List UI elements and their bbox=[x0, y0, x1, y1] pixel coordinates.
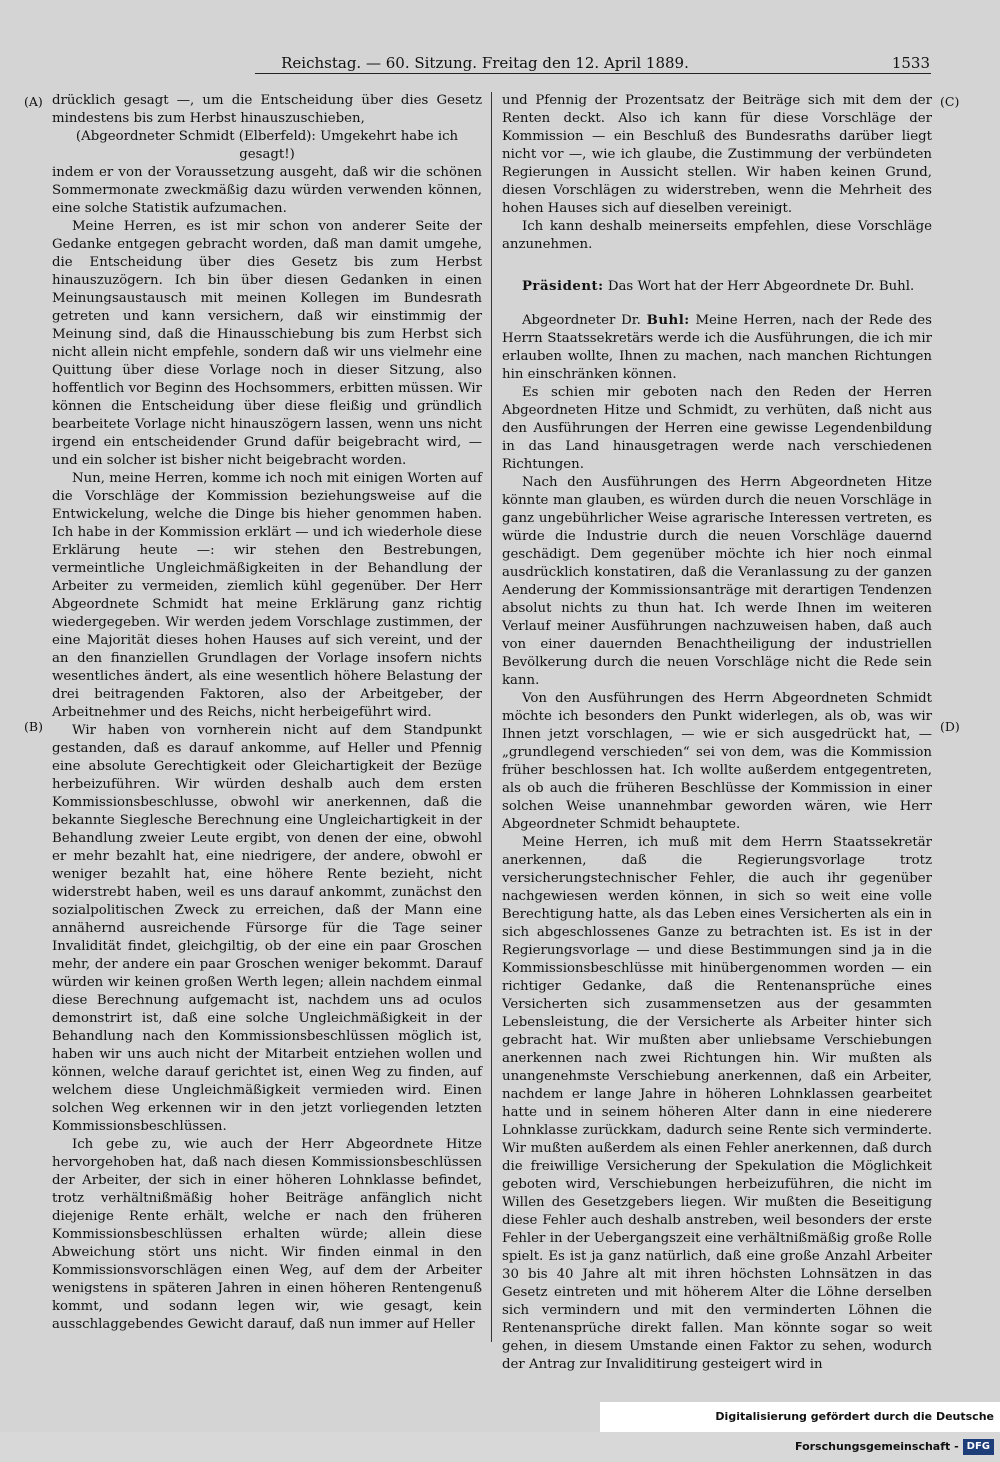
statement-text: Das Wort hat der Herr Abgeordnete Dr. Buhl. bbox=[607, 279, 915, 294]
paragraph: Es schien mir geboten nach den Reden der Herren Abgeordneten Hitze und Schmidt, zu verhüten, daß nicht aus den Ausführungen der Herren eine gewisse Legendenbildung in das Land hinausgetragen werde nach verschiedenen Richtungen. bbox=[502, 385, 932, 472]
footer-text: Digitalisierung gefördert durch die Deutsche Forschungsgemeinschaft - bbox=[715, 1410, 994, 1453]
margin-marker-d: (D) bbox=[940, 719, 960, 734]
paragraph: und Pfennig der Prozentsatz der Beiträge sich mit dem der Renten deckt. Also ich kann für diese Vorschläge der Kommission — ein Beschluß des Bundesraths darüber liegt nicht vor —, wie ich glaube, die Zustimmung der verbündeten Regierungen in Aussicht stellen. Wir haben keinen Grund, diesen Vorschlägen zu widerstreben, wenn die Mehrheit des hohen Hauses sich auf dieselben vereinigt. bbox=[502, 93, 932, 216]
speaker-name: Buhl: bbox=[646, 313, 690, 328]
paragraph: Ich gebe zu, wie auch der Herr Abgeordnete Hitze hervorgehoben hat, daß nach diesen Kommissionsbeschlüssen der Arbeiter, der sich in einer höheren Lohnklasse befindet, trotz verhältnißmäßig hoher Beiträge anfänglich nicht diejenige Rente erhält, welche er nach den früheren Kommissionsbeschlüssen erhalten würde; allein diese Abweichung stört uns nicht. Wir finden einmal in den Kommissionsvorschlägen einen Weg, auf dem der Arbeiter wenigstens in späteren Jahren in einen höheren Rentengenuß kommt, und sodann legen wir, wie gesagt, kein ausschlaggebendes Gewicht darauf, daß nun immer auf Heller bbox=[52, 1137, 482, 1332]
running-header bbox=[40, 52, 930, 74]
speaker-prefix: Abgeordneter Dr. bbox=[521, 313, 641, 328]
paragraph: Wir haben von vornherein nicht auf dem Standpunkt gestanden, daß es darauf ankomme, auf Heller und Pfennig eine absolute Gerechtigkeit oder Gleichartigkeit der Bezüge herbeizuführen. Wir würden deshalb auch dem ersten Kommissionsbeschlusse, obwohl wir anerkennen, daß die bekannte Sieglesche Berechnung eine Ungleichartigkeit in der Behandlung zweier Leute ergibt, von denen der eine, obwohl er mehr bezahlt hat, eine niedrigere, der andere, obwohl er weniger bezahlt hat, eine höhere Rente bezieht, nicht widerstrebt haben, weil es uns darauf ankommt, zunächst den sozialpolitischen Zweck zu erreichen, daß der Mann eine annähernd ausreichende Fürsorge für die Tage seiner Invalidität findet, gleichgiltig, ob der eine ein paar Groschen mehr, der andere ein paar Groschen weniger bekommt. Darauf würden wir keinen großen Werth legen; allein nachdem einmal diese Berechnung aufgemacht ist, nachdem uns ad oculos demonstrirt ist, daß eine solche Ungleichmäßigkeit in der Behandlung nach den Kommissionsbeschlüssen möglich ist, haben wir uns auch nicht der Mitarbeit entziehen wollen und können, welche darauf gerichtet ist, einen Weg zu finden, auf welchem diese Ungleichmäßigkeit vermieden wird. Einen solchen Weg erkennen wir in den jetzt vorliegenden letzten Kommissionsbeschlüssen. bbox=[52, 723, 482, 1134]
statement-text: Meine Herren, nach der Rede des Herrn Staatssekretärs werde ich die Ausführungen, die ich mir erlauben wollte, Ihnen zu machen, nach manchen Richtungen hin einschränken können. bbox=[502, 313, 932, 382]
dfg-logo: DFG bbox=[963, 1439, 994, 1455]
paragraph: Nun, meine Herren, komme ich noch mit einigen Worten auf die Vorschläge der Kommission beziehungsweise auf die Entwickelung, welche die Dinge bis hieher genommen haben. Ich habe in der Kommission erklärt — und ich wiederhole diese Erklärung heute —: wir stehen den Bestrebungen, vermeintliche Ungleichmäßigkeiten in der Behandlung der Arbeiter zu vermeiden, ziemlich kühl gegenüber. Der Herr Abgeordnete Schmidt hat meine Erklärung ganz richtig wiedergegeben. Wir werden jedem Vorschlage zustimmen, der eine Majorität dieses hohen Hauses auf sich vereint, und der an den finanziellen Grundlagen der Vorlage insofern nichts wesentliches ändert, als eine wesentlich höhere Belastung der drei beitragenden Faktoren, also der Arbeitgeber, der Arbeitnehmer und des Reichs, nicht herbeigeführt wird. bbox=[52, 471, 482, 720]
speech-opening bbox=[502, 312, 932, 384]
paragraph: indem er von der Voraussetzung ausgeht, daß wir die schönen Sommermonate zweckmäßig dazu würden verwenden können, eine solche Statistik aufzumachen. bbox=[52, 165, 482, 216]
margin-marker-c: (C) bbox=[940, 94, 960, 109]
margin-marker-b: (B) bbox=[24, 719, 43, 734]
paragraph: Von den Ausführungen des Herrn Abgeordneten Schmidt möchte ich besonders den Punkt widerlegen, als ob, was wir Ihnen jetzt vorschlagen, — wie er sich ausgedrückt hat, — „grundlegend verschieden“ sei von dem, was die Kommission früher beschlossen hat. Ich wollte außerdem entgegentreten, als ob auch die früheren Beschlüsse der Kommission in einer solchen Weise unannehmbar geworden wären, wie Herr Abgeordneter Schmidt behauptete. bbox=[502, 691, 932, 832]
margin-marker-a: (A) bbox=[24, 94, 43, 109]
paragraph: Meine Herren, ich muß mit dem Herrn Staatssekretär anerkennen, daß die Regierungsvorlage trotz versicherungstechnischer Fehler, die auch ihr gegenüber nachgewiesen werden können, in sich so weit eine volle Berechtigung hatte, als das Leben eines Versicherten als ein in sich abgeschlossenes Ganze zu betrachten ist. Es ist in der Regierungsvorlage — und diese Bestimmungen sind ja in die Kommissionsbeschlüsse mit hinübergenommen worden — ein richtiger Gedanke, daß die Rentenansprüche eines Versicherten sich zusammensetzen aus der gesammten Lebensleistung, die der Versicherte als Arbeiter hinter sich gebracht hat. Wir mußten aber unliebsame Verschiebungen anerkennen nach zwei Richtungen hin. Wir mußten als unangenehmste Verschiebung anerkennen, daß ein Arbeiter, nachdem er lange Jahre in höheren Lohnklassen gearbeitet hatte und in seinem höheren Alter dann in eine niederere Lohnklasse zurückkam, dadurch seine Rente sich verminderte. Wir mußten außerdem als einen Fehler anerkennen, daß durch die freiwillige Versicherung der Spekulation die Möglichkeit geboten wird, Verschiebungen herbeizuführen, die nicht im Willen des Gesetzgebers liegen. Wir mußten die Beseitigung diese Fehler auch deshalb anstreben, weil besonders der erste Fehler in der Uebergangszeit eine verhältnißmäßig große Rolle spielt. Es ist ja ganz natürlich, daß eine große Anzahl Arbeiter 30 bis 40 Jahre alt mit ihren höchsten Lohnsätzen in das Gesetz eintreten und mit höherem Alter die Löhne derselben sich vermindern und mit den verminderten Löhnen die Rentenansprüche direkt fallen. Man könnte sogar so weit gehen, in diesem Umstande einen Faktor zu sehen, wodurch der Antrag zur Invaliditirung gesteigert wird in bbox=[502, 835, 932, 1372]
paragraph: drücklich gesagt —, um die Entscheidung über dies Gesetz mindestens bis zum Herbst hinauszuschieben, bbox=[52, 93, 482, 126]
paragraph: Meine Herren, es ist mir schon von anderer Seite der Gedanke entgegen gebracht worden, daß man damit umgehe, die Entscheidung über dies Gesetz bis zum Herbst hinauszuzögern. Ich bin über diesen Gedanken in einen Meinungsaustausch mit meinen Kollegen im Bundesrath getreten und kann versichern, daß wir einstimmig der Meinung sind, daß die Hinausschiebung bis zum Herbst sich nicht allein nicht empfehle, sondern daß wir uns vielmehr eine Quittung über diese Vorlage noch in dieser Sitzung, also hoffentlich vor Beginn des Hochsommers, erbitten müssen. Wir können die Entscheidung über diese fleißig und gründlich bearbeitete Vorlage nicht hinauszögern lassen, wenn uns nicht irgend ein entscheidender Grund dafür beigebracht wird, — und ein solcher ist bisher nicht beigebracht worden. bbox=[52, 219, 482, 468]
funding-footer bbox=[600, 1402, 1000, 1453]
running-title: Reichstag. — 60. Sitzung. Freitag den 12. April 1889. bbox=[281, 54, 689, 72]
interjection: (Abgeordneter Schmidt (Elberfeld): Umgekehrt habe ich gesagt!) bbox=[75, 129, 459, 162]
right-column bbox=[502, 92, 932, 1372]
speaker-label: Präsident: bbox=[521, 279, 604, 294]
left-column bbox=[52, 92, 482, 1350]
column-divider bbox=[491, 92, 492, 1342]
paragraph: Nach den Ausführungen des Herrn Abgeordneten Hitze könnte man glauben, es würden durch die neuen Vorschläge in ganz ungebührlicher Weise agrarische Interessen vertreten, es würde die Industrie durch die neuen Vorschläge dauernd geschädigt. Dem gegenüber möchte ich hier noch einmal ausdrücklich konstatiren, daß die Veranlassung zu der ganzen Aenderung der Kommissionsanträge mit derartigen Tendenzen absolut nichts zu thun hat. Ich werde Ihnen im weiteren Verlauf meiner Ausführungen nachzuweisen haben, daß auch von einer dauernden Benachtheiligung der industriellen Bevölkerung durch die neuen Vorschläge nicht die Rede sein kann. bbox=[502, 475, 932, 688]
page-number: 1533 bbox=[891, 54, 930, 72]
header-rule bbox=[255, 73, 931, 74]
paragraph: Ich kann deshalb meinerseits empfehlen, diese Vorschläge anzunehmen. bbox=[502, 219, 932, 252]
president-statement bbox=[502, 278, 932, 296]
